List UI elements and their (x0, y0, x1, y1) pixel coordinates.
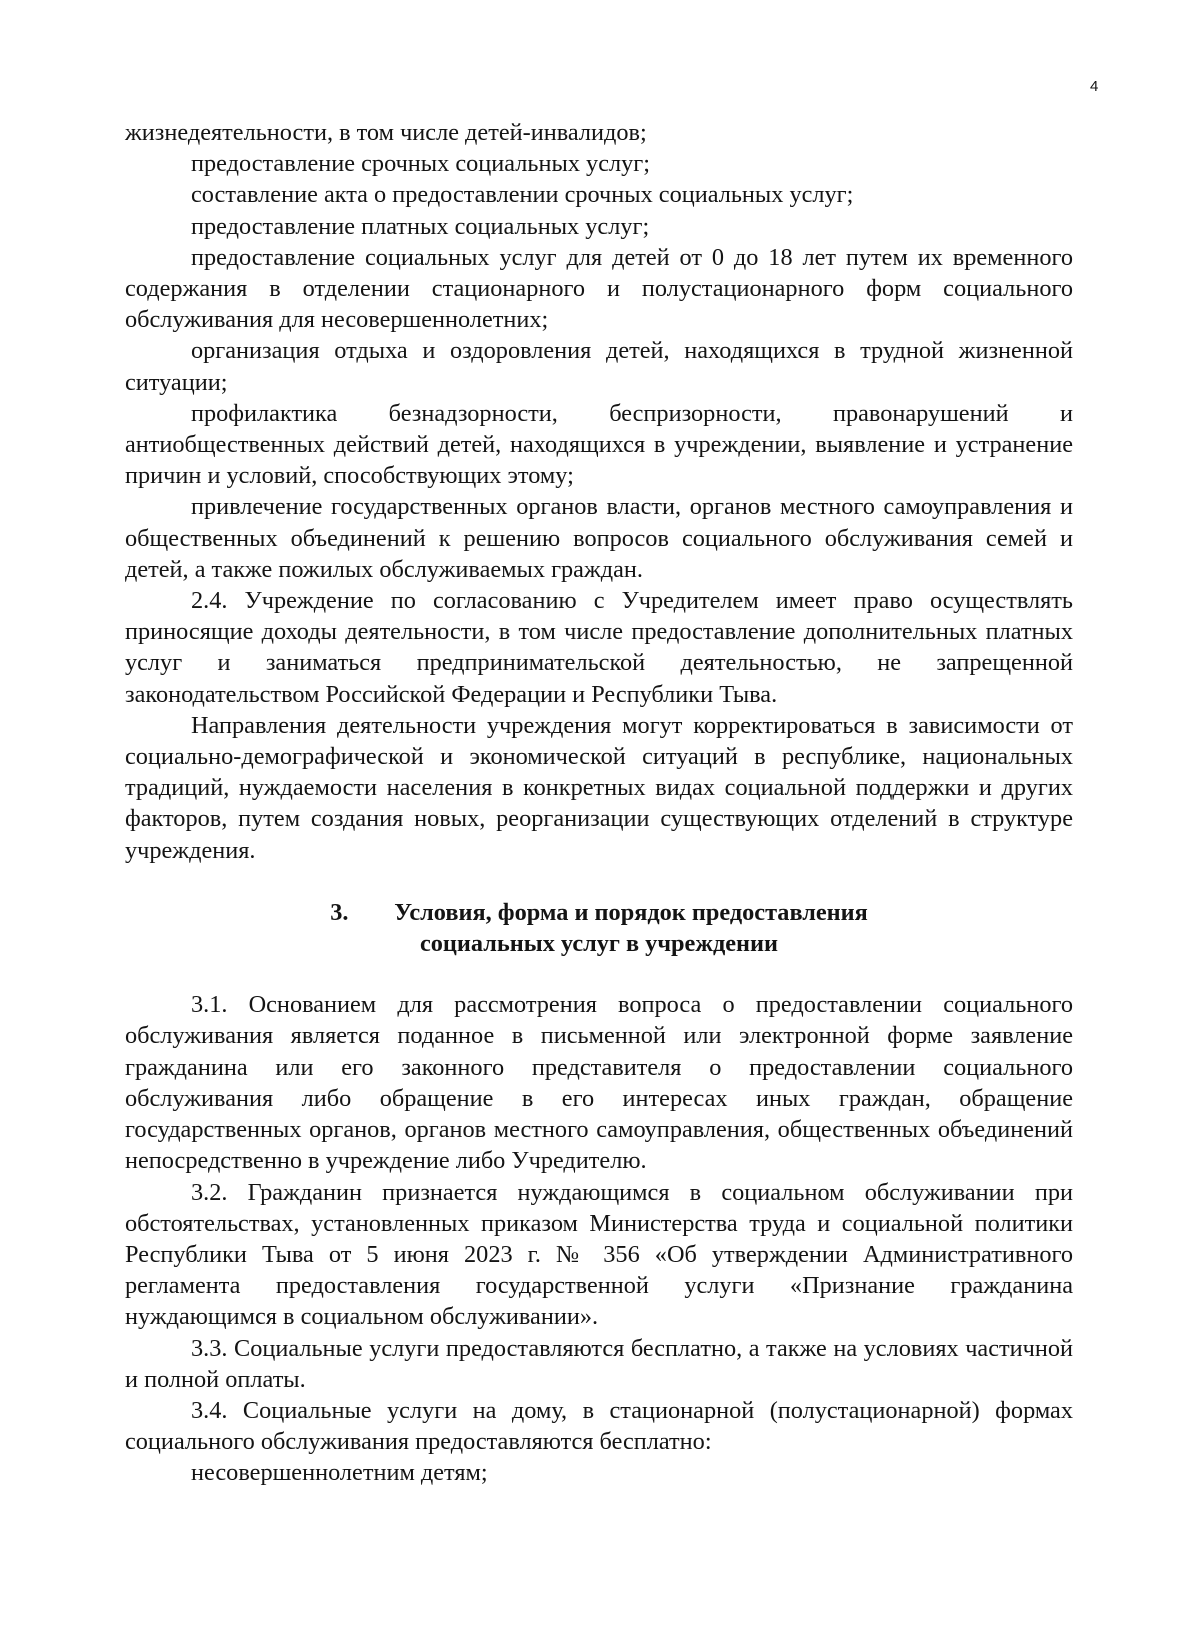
section-title-line1 (125, 897, 1073, 928)
paragraph: Направления деятельности учреждения могут корректироваться в зависимости от социально-демографической и экономической ситуаций в республике, национальных традиций, нуждаемости населения в конкретных видах социальной поддержки и других факторов, путем создания новых, реорганизации существующих отделений в структуре учреждения. (125, 711, 1073, 864)
paragraph: 3.4. Социальные услуги на дому, в стационарной (полустационарной) формах социального обслуживания предоставляются бесплатно: (125, 1396, 1073, 1456)
paragraph: 3.3. Социальные услуги предоставляются бесплатно, а также на условиях частичной и полной оплаты. (125, 1334, 1073, 1393)
paragraph: профилактика безнадзорности, беспризорности, правонарушений и антиобщественных действий детей, находящихся в учреждении, выявление и устранение причин и условий, способствующих этому; (125, 399, 1073, 490)
section-title-text: Условия, форма и порядок предоставления (394, 898, 868, 926)
section-heading (125, 897, 1073, 959)
document-body (125, 117, 1073, 1489)
paragraphs-part2 (125, 989, 1073, 1488)
paragraph: несовершеннолетним детям; (191, 1459, 488, 1487)
paragraph: организация отдыха и оздоровления детей, находящихся в трудной жизненной ситуации; (125, 337, 1073, 396)
paragraph: 3.1. Основанием для рассмотрения вопроса о предоставлении социального обслуживания является поданное в письменной или электронной форме заявление гражданина или его законного представителя о предоставлении социального обслуживания либо обращение в его интересах иных граждан, обращение государственных органов, органов местного самоуправления, общественных объединений непосредственно в учреждение либо Учредителю. (125, 991, 1073, 1175)
page-number: 4 (1090, 78, 1099, 95)
paragraph: предоставление срочных социальных услуг; (191, 150, 650, 178)
paragraphs-part1 (125, 117, 1073, 866)
section-number: 3. (330, 898, 349, 926)
paragraph: привлечение государственных органов власти, органов местного самоуправления и общественных объединений к решению вопросов социального обслуживания семей и детей, а также пожилых обслуживаемых граждан. (125, 493, 1073, 583)
paragraph: 3.2. Гражданин признается нуждающимся в социальном обслуживании при обстоятельствах, установленных приказом Министерства труда и социальной политики Республики Тыва от 5 июня 2023 г. № 356 «Об утверждении Административного регламента предоставления государственной услуги «Признание гражданина нуждающимся в социальном обслуживании». (125, 1178, 1073, 1331)
paragraph: составление акта о предоставлении срочных социальных услуг; (191, 181, 854, 209)
paragraph: жизнедеятельности, в том числе детей-инвалидов; (125, 119, 647, 146)
paragraph: предоставление платных социальных услуг; (191, 212, 650, 240)
section-title-line2: социальных услуг в учреждении (419, 930, 779, 958)
paragraph: 2.4. Учреждение по согласованию с Учредителем имеет право осуществлять приносящие доходы деятельности, в том числе предоставление дополнительных платных услуг и заниматься предпринимательской деятельностью, не запрещенной законодательством Российской Федерации и Республики Тыва. (125, 587, 1073, 708)
paragraph: предоставление социальных услуг для детей от 0 до 18 лет путем их временного содержания в отделении стационарного и полустационарного форм социального обслуживания для несовершеннолетних; (125, 243, 1073, 334)
